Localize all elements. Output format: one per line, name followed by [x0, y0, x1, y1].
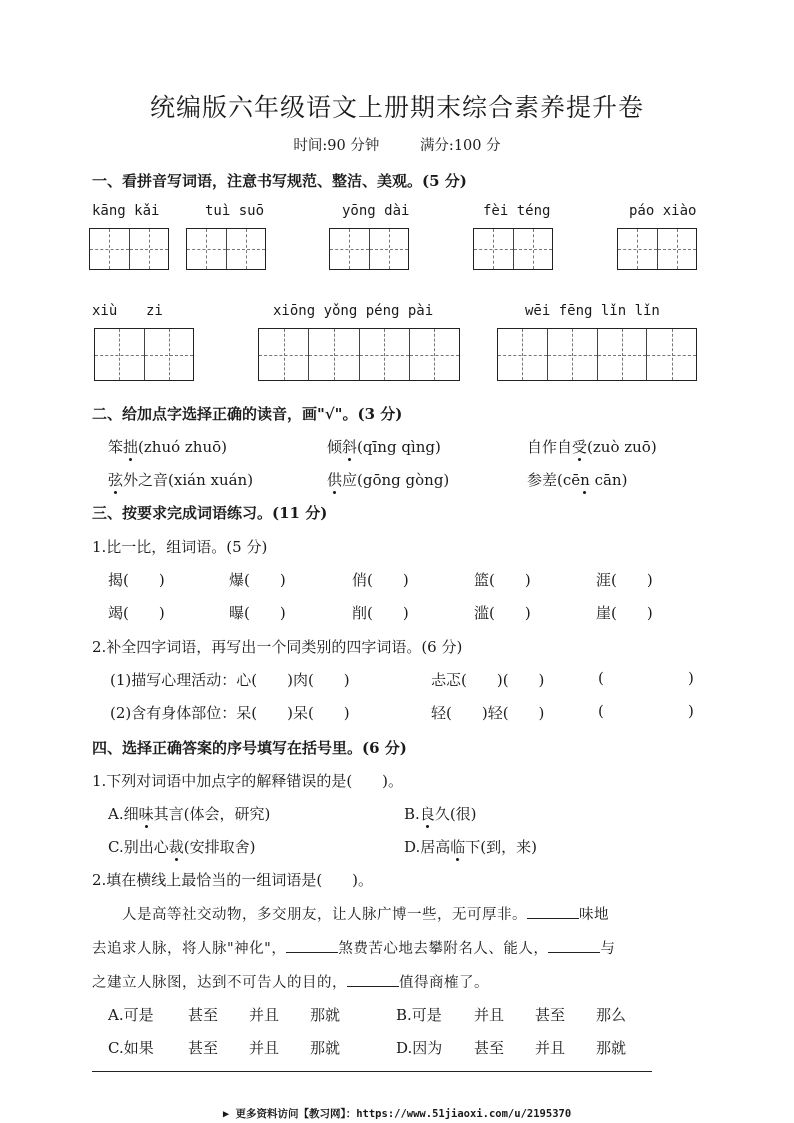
- reading-item-3: [527, 436, 657, 457]
- compare-word-4[interactable]: 篮( ): [474, 571, 531, 589]
- q4-2-option-d-word: 甚至: [474, 1039, 505, 1057]
- passage-line-3: [92, 971, 489, 992]
- compare-word-2[interactable]: 爆( ): [229, 571, 286, 589]
- reading-item-3-char: 自作自: [527, 438, 573, 456]
- dotted-char: 裁: [168, 838, 184, 856]
- option-a-text: A.细: [108, 805, 139, 823]
- passage-line-1: [122, 903, 609, 924]
- section-4-heading: 四、选择正确答案的序号填写在括号里。(6 分): [92, 739, 407, 757]
- q4-2-option-b-label[interactable]: B.可是: [396, 1006, 442, 1024]
- q4-2-option-d-word: 并且: [535, 1039, 566, 1057]
- idiom-line-2d: ): [688, 702, 694, 720]
- full-score: 满分:100 分: [419, 138, 501, 154]
- writing-grid-2[interactable]: [186, 228, 266, 270]
- q4-2-option-d-label[interactable]: D.因为: [396, 1039, 443, 1057]
- fill-blank-1[interactable]: [527, 906, 579, 919]
- pinyin-6a: xiù: [92, 303, 118, 319]
- passage-text: 去追求人脉，将人脉"神化"，: [92, 941, 287, 957]
- passage-text: 与: [600, 941, 616, 957]
- q4-2-option-a-label[interactable]: A.可是: [108, 1006, 154, 1024]
- compare-word-3[interactable]: 俏( ): [352, 571, 409, 589]
- pinyin-3: yōng dài: [342, 203, 410, 219]
- q4-2-option-c-word: 并且: [249, 1039, 280, 1057]
- pinyin-1: kāng kǎi: [92, 203, 160, 219]
- idiom-line-1a[interactable]: (1)描写心理活动：心( )肉( ): [110, 671, 350, 689]
- reading-item-4-options[interactable]: 外之音(xián xuán): [123, 471, 254, 489]
- passage-text: 味地: [579, 907, 609, 923]
- idiom-line-2b[interactable]: 轻( )轻( ): [431, 704, 545, 722]
- q4-2-option-c-label[interactable]: C.如果: [108, 1039, 154, 1057]
- q4-2-option-a-word: 并且: [249, 1006, 280, 1024]
- idiom-line-1d: ): [688, 669, 694, 687]
- compare-word-1[interactable]: 揭( ): [108, 571, 165, 589]
- section-2-heading: 二、给加点字选择正确的读音，画"√"。(3 分): [92, 405, 403, 423]
- writing-grid-4[interactable]: [473, 228, 553, 270]
- exam-info: [0, 134, 794, 155]
- q4-2-option-b-word: 那么: [596, 1006, 627, 1024]
- pinyin-2: tuì suō: [205, 203, 265, 219]
- writing-grid-8[interactable]: [497, 328, 697, 381]
- dotted-char: 斜: [342, 438, 358, 456]
- q4-1-label: 1.下列对词语中加点字的解释错误的是( )。: [92, 772, 404, 790]
- compare-word-10[interactable]: 崖( ): [596, 604, 653, 622]
- dotted-char: 弦: [108, 471, 124, 489]
- dotted-char: 供: [327, 471, 343, 489]
- option-a-text: 其言(体会，研究): [153, 805, 271, 823]
- reading-item-5: [327, 469, 449, 490]
- idiom-line-2a[interactable]: (2)含有身体部位：呆( )呆( ): [110, 704, 350, 722]
- q4-1-option-a[interactable]: [108, 803, 270, 824]
- option-c-text: C.别出心: [108, 838, 169, 856]
- passage-text: 煞费苦心地去攀附名人、能人，: [338, 941, 549, 957]
- compare-word-6[interactable]: 竭( ): [108, 604, 165, 622]
- q3-1-label: 1.比一比，组词语。(5 分): [92, 538, 268, 556]
- pinyin-4: fèi téng: [483, 203, 551, 219]
- time-limit: 时间:90 分钟: [293, 138, 380, 154]
- q4-2-option-c-word: 甚至: [188, 1039, 219, 1057]
- writing-grid-7[interactable]: [258, 328, 460, 381]
- option-c-text: (安排取舍): [183, 838, 256, 856]
- compare-word-9[interactable]: 滥( ): [474, 604, 531, 622]
- q4-2-option-b-word: 甚至: [535, 1006, 566, 1024]
- reading-item-2-options[interactable]: (qīng qìng): [357, 438, 441, 456]
- page-title: 统编版六年级语文上册期末综合素养提升卷: [149, 93, 644, 122]
- reading-item-6: [527, 469, 627, 490]
- dotted-char: 临: [450, 838, 466, 856]
- compare-word-7[interactable]: 曝( ): [229, 604, 286, 622]
- passage-text: 之建立人脉图，达到不可告人的目的，: [92, 975, 347, 991]
- pinyin-8: wēi fēng lǐn lǐn: [525, 303, 660, 319]
- footer-link[interactable]: ▶ 更多资料访问【教习网】：https://www.51jiaoxi.com/u/2195370: [222, 1108, 572, 1120]
- option-d-text: 下(到，来): [465, 838, 537, 856]
- dotted-char: 拙: [123, 438, 139, 456]
- writing-grid-5[interactable]: [617, 228, 697, 270]
- writing-grid-3[interactable]: [329, 228, 409, 270]
- reading-item-1-options[interactable]: (zhuó zhuō): [138, 438, 228, 456]
- passage-text: 人是高等社交动物，多交朋友，让人脉广博一些，无可厚非。: [122, 907, 527, 923]
- section-1-heading: 一、看拼音写词语，注意书写规范、整洁、美观。(5 分): [92, 172, 467, 190]
- q4-2-option-c-word: 那就: [310, 1039, 341, 1057]
- option-b-text: 久(很): [434, 805, 477, 823]
- dotted-char: 受: [572, 438, 588, 456]
- reading-item-1-char: 笨: [108, 438, 124, 456]
- idiom-line-1b[interactable]: 忐忑( )( ): [431, 671, 545, 689]
- reading-item-1: [108, 436, 227, 457]
- pinyin-5: páo xiào: [629, 203, 697, 219]
- reading-item-2-char: 倾: [327, 438, 343, 456]
- q4-2-option-a-word: 那就: [310, 1006, 341, 1024]
- compare-word-8[interactable]: 削( ): [352, 604, 409, 622]
- passage-line-2: [92, 937, 615, 958]
- q4-2-option-a-word: 甚至: [188, 1006, 219, 1024]
- q4-1-option-c[interactable]: [108, 836, 255, 857]
- reading-item-2: [327, 436, 441, 457]
- option-d-text: D.居高: [404, 838, 451, 856]
- idiom-line-2c[interactable]: (: [598, 702, 604, 720]
- reading-item-4: [108, 469, 253, 490]
- compare-word-5[interactable]: 涯( ): [596, 571, 653, 589]
- option-b-text: B.: [404, 805, 420, 823]
- passage-text: 值得商榷了。: [399, 975, 489, 991]
- pinyin-7: xiōng yǒng péng pài: [273, 303, 434, 319]
- bottom-divider: [92, 1071, 652, 1072]
- dotted-char: 良: [419, 805, 435, 823]
- dotted-char: 味: [138, 805, 154, 823]
- q4-1-option-b[interactable]: [404, 803, 477, 824]
- q4-1-option-d[interactable]: [404, 836, 537, 857]
- reading-item-6-char: 参: [527, 471, 543, 489]
- q3-2-label: 2.补全四字词语，再写出一个同类别的四字词语。(6 分): [92, 638, 463, 656]
- writing-grid-1[interactable]: [89, 228, 169, 270]
- dotted-char: 差(cēn cān): [542, 471, 628, 489]
- reading-item-3-options[interactable]: (zuò zuō): [587, 438, 657, 456]
- section-3-heading: 三、按要求完成词语练习。(11 分): [92, 504, 328, 522]
- reading-item-5-options[interactable]: 应(gōng gòng): [342, 471, 450, 489]
- fill-blank-2[interactable]: [286, 940, 338, 953]
- fill-blank-4[interactable]: [347, 974, 399, 987]
- q4-2-option-d-word: 那就: [596, 1039, 627, 1057]
- fill-blank-3[interactable]: [548, 940, 600, 953]
- q4-2-option-b-word: 并且: [474, 1006, 505, 1024]
- writing-grid-6[interactable]: [94, 328, 194, 381]
- pinyin-6b: zi: [146, 303, 163, 319]
- idiom-line-1c[interactable]: (: [598, 669, 604, 687]
- q4-2-label: 2.填在横线上最恰当的一组词语是( )。: [92, 871, 374, 889]
